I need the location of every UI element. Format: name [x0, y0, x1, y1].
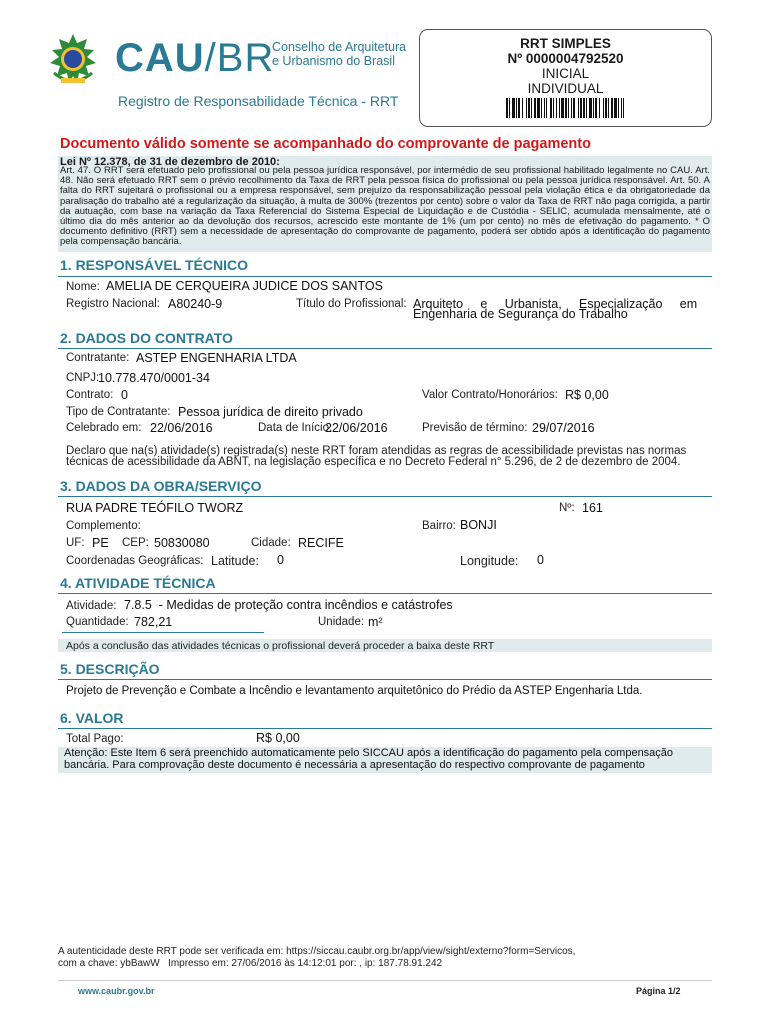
section-6-divider	[58, 728, 712, 729]
baixa-note: Após a conclusão das atividades técnicas o profissional deverá proceder a baixa deste RRT	[66, 640, 495, 652]
barcode-image	[506, 98, 626, 118]
atividade-value: 7.8.5 - Medidas de proteção contra incêndios e catástrofes	[124, 598, 453, 612]
cidade-label: Cidade:	[251, 537, 291, 549]
valor-contrato-value: R$ 0,00	[565, 388, 609, 402]
section-3-divider	[58, 496, 712, 497]
cau-logo-text: CAU/BR	[115, 36, 275, 80]
section-2-divider	[58, 348, 712, 349]
contrato-label: Contrato:	[66, 389, 114, 401]
law-text: Art. 47. O RRT será efetuado pelo profissional ou pela pessoa jurídica responsável, por intermédio de seu profissional habilitado legalmente no CAU. Art. 48. Não será efetuado RRT sem o prévio recolhimento da Taxa de RRT pela pessoa física do profissional ou pela pessoa jurídica responsável. Art. 50. A falta do RRT sujeitará o profissional ou a empresa responsável, sem prejuízo da responsabilização pessoal pela violação ética e da obrigatoriedade da paralisação do trabalho até a regularização da situação, à multa de 300% (trezentos por cento) sobre o valor da Taxa de RRT não paga corrigida, a partir da autuação, com base na variação da Taxa Referencial do Sistema Especial de Liquidação e de Custódia - SELIC, acumulada mensalmente, até o último dia do mês anterior ao da devolução dos recursos, acrescido este montante de 1% (um por cento) no mês de efetivação do pagamento. * O documento definitivo (RRT) sem a necessidade de apresentação do comprovante de pagamento, poderá ser obtido após a identificação do pagamento pela compensação bancária.	[60, 165, 710, 248]
acessibilidade-declaration: Declaro que na(s) atividade(s) registrada(s) neste RRT foram atendidas as regras de acessibilidade previstas nas normas técnicas de acessibilidade da ABNT, na legislação específica e no Decreto Federal n° 5.296, de 2 de dezembro de 2004.	[66, 445, 687, 468]
name-value: AMELIA DE CERQUEIRA JUDICE DOS SANTOS	[106, 279, 383, 293]
quantidade-label: Quantidade:	[66, 616, 129, 628]
registro-label: Registro Nacional:	[66, 298, 160, 310]
rrt-status: INICIAL	[541, 66, 590, 81]
total-pago-value: R$ 0,00	[256, 731, 300, 745]
organization-name: Conselho de Arquitetura e Urbanismo do Brasil	[272, 40, 407, 68]
section-5-divider	[58, 679, 712, 680]
brazil-coat-of-arms-logo	[44, 33, 102, 91]
titulo-value-line1: Arquiteto e Urbanista, Especialização em	[413, 297, 698, 311]
quantidade-value: 782,21	[134, 615, 173, 629]
section-2-title: 2. DADOS DO CONTRATO	[60, 330, 233, 346]
coordenadas-label: Coordenadas Geográficas:	[66, 555, 204, 567]
cidade-value: RECIFE	[298, 536, 344, 550]
section-4-divider	[58, 593, 712, 594]
titulo-label: Título do Profissional:	[296, 298, 407, 310]
celebrado-label: Celebrado em:	[66, 422, 142, 434]
cnpj-value: 10.778.470/0001-34	[98, 371, 210, 385]
atividade-label: Atividade:	[66, 600, 117, 612]
section-6-title: 6. VALOR	[60, 710, 124, 726]
inicio-label: Data de Início:	[258, 422, 333, 434]
atencao-text: Atenção: Este Item 6 será preenchido automaticamente pelo SICCAU após a identificação do pagamento pela compensação bancária. Para comprovação deste documento é necessária a apresentação do respectivo comprovante de pagamento	[64, 747, 674, 771]
footer-authenticity: A autenticidade deste RRT pode ser verificada em: https://siccau.caubr.org.br/app/view/sight/externo?form=Servicos, com a chave: ybBawW Impresso em: 27/06/2016 às 14:12:01 por: , ip: 187.78.91.242	[58, 946, 576, 969]
numero-label: Nº:	[559, 502, 575, 514]
contratante-label: Contratante:	[66, 352, 130, 364]
total-pago-label: Total Pago:	[66, 733, 124, 745]
tipo-contratante-label: Tipo de Contratante:	[66, 406, 171, 418]
unidade-value: m²	[368, 615, 383, 629]
inicio-value: 22/06/2016	[325, 421, 388, 435]
section-1-divider	[58, 276, 712, 277]
rrt-number: Nº 0000004792520	[507, 51, 624, 66]
titulo-value-line2: Engenharia de Segurança do Trabalho	[413, 307, 628, 321]
footer-divider	[58, 980, 712, 981]
termino-value: 29/07/2016	[532, 421, 595, 435]
section-3-title: 3. DADOS DA OBRA/SERVIÇO	[60, 478, 262, 494]
contrato-value: 0	[121, 388, 128, 402]
rrt-mode: INDIVIDUAL	[527, 81, 604, 96]
bairro-value: BONJI	[460, 518, 497, 532]
bairro-label: Bairro:	[422, 520, 456, 532]
termino-label: Previsão de término:	[422, 422, 528, 434]
tipo-contratante-value: Pessoa jurídica de direito privado	[178, 405, 363, 419]
section-1-title: 1. RESPONSÁVEL TÉCNICO	[60, 257, 249, 273]
payment-warning: Documento válido somente se acompanhado do comprovante de pagamento	[60, 136, 591, 152]
celebrado-value: 22/06/2016	[150, 421, 213, 435]
cep-label: CEP:	[122, 537, 149, 549]
longitude-label: Longitude:	[460, 554, 519, 568]
endereco-value: RUA PADRE TEÓFILO TWORZ	[66, 501, 244, 515]
numero-value: 161	[582, 501, 603, 515]
uf-value: PE	[92, 536, 109, 550]
section-5-title: 5. DESCRIÇÃO	[60, 661, 160, 677]
page-number: Página 1/2	[636, 986, 681, 996]
longitude-value: 0	[537, 553, 544, 567]
valor-contrato-label: Valor Contrato/Honorários:	[422, 389, 558, 401]
name-label: Nome:	[66, 281, 100, 293]
latitude-value: 0	[277, 553, 284, 567]
cnpj-label: CNPJ:	[66, 372, 100, 384]
footer-website-link[interactable]: www.caubr.gov.br	[78, 986, 155, 996]
rrt-info-box	[419, 29, 712, 127]
rrt-type: RRT SIMPLES	[520, 36, 611, 51]
cep-value: 50830080	[154, 536, 210, 550]
law-title: Lei Nº 12.378, de 31 de dezembro de 2010:	[60, 156, 280, 168]
latitude-label: Latitude:	[211, 554, 259, 568]
registro-value: A80240-9	[168, 297, 223, 311]
quantidade-underline	[62, 632, 264, 633]
descricao-text: Projeto de Prevenção e Combate a Incêndio e levantamento arquitetônico do Prédio da ASTEP Engenharia Ltda.	[66, 685, 643, 697]
document-subtitle: Registro de Responsabilidade Técnica - RRT	[118, 93, 399, 109]
section-4-title: 4. ATIVIDADE TÉCNICA	[60, 575, 216, 591]
uf-label: UF:	[66, 537, 85, 549]
complemento-label: Complemento:	[66, 520, 141, 532]
contratante-value: ASTEP ENGENHARIA LTDA	[136, 351, 297, 365]
unidade-label: Unidade:	[318, 616, 365, 628]
